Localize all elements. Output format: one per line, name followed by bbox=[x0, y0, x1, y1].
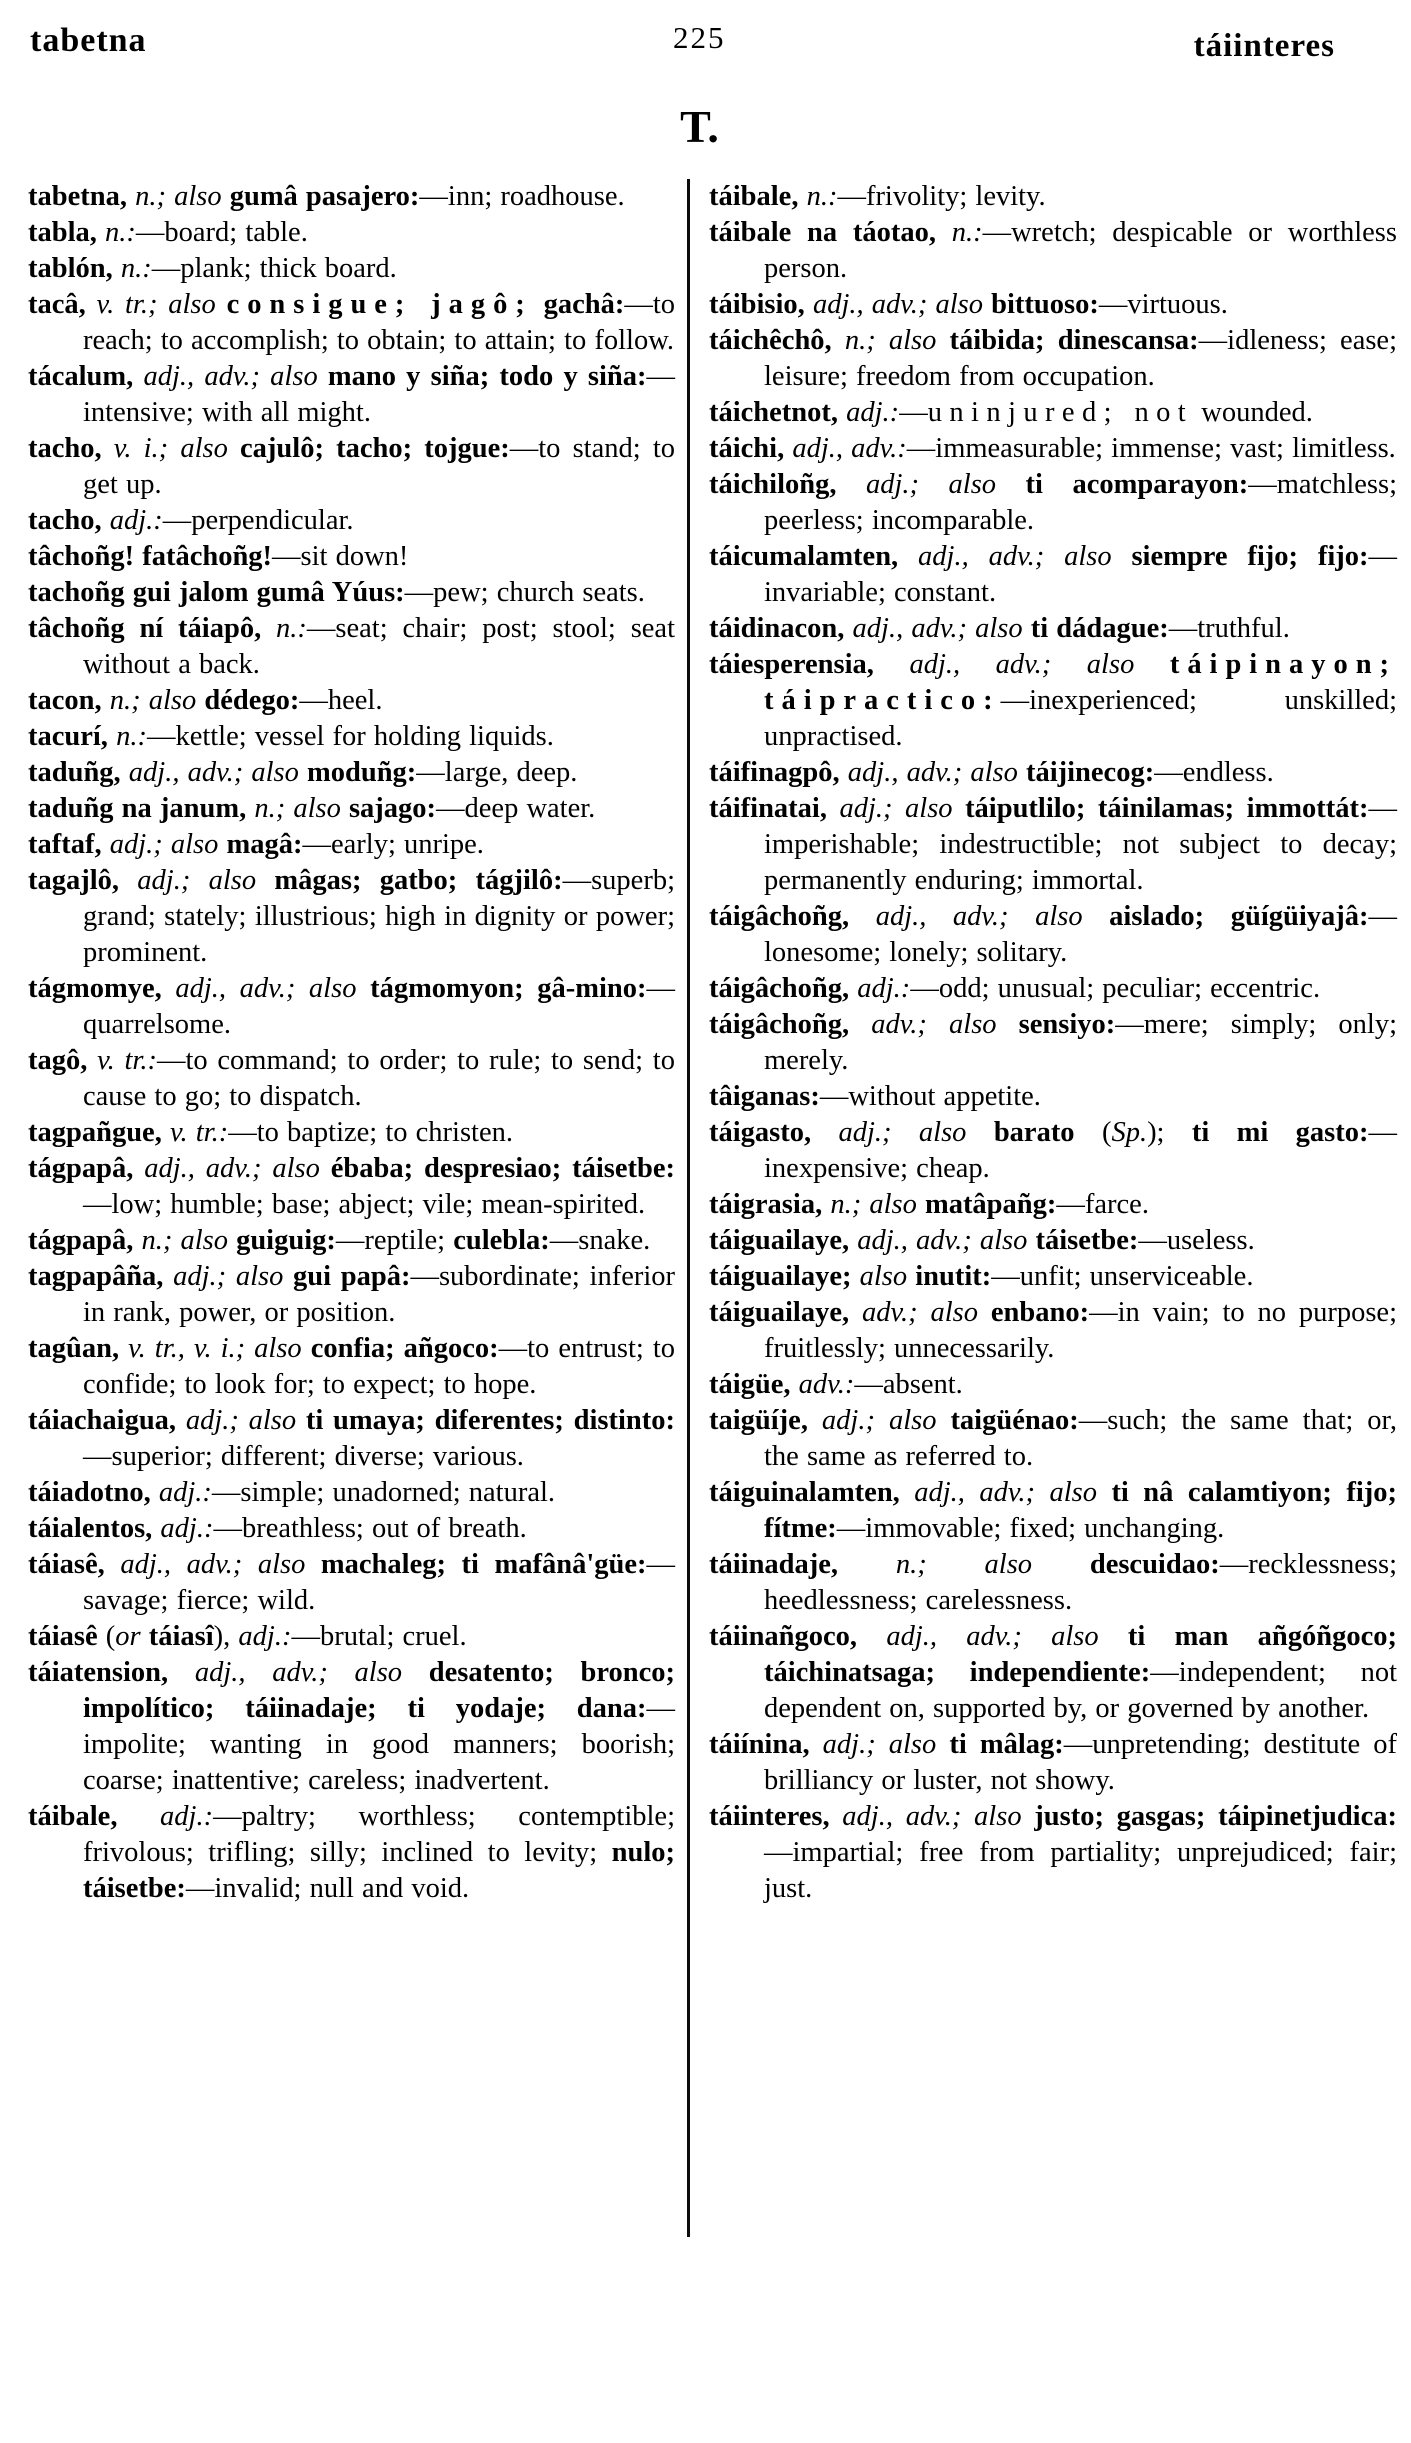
entry-text-segment: adj., adv.; also bbox=[804, 289, 992, 320]
two-column-text-block bbox=[0, 153, 1411, 2237]
entry-text-segment: adj.: bbox=[150, 1477, 212, 1508]
entry-text-segment: moduñg: bbox=[307, 757, 417, 788]
entry-text-segment: cajulô; tacho; tojgue: bbox=[240, 433, 510, 464]
entry-headword: tâchoñg ní táiapô, bbox=[28, 613, 262, 644]
entry-headword: táigâchoñg, bbox=[709, 901, 850, 932]
entry-text-segment: —to entrust; to confide; to look for; to expect; to hope. bbox=[83, 1333, 675, 1400]
dictionary-entry bbox=[28, 827, 675, 863]
dictionary-entry bbox=[28, 1547, 675, 1619]
dictionary-entry bbox=[709, 647, 1397, 755]
entry-text-segment: siempre fijo; fijo: bbox=[1131, 541, 1369, 572]
entry-text-segment: inutit: bbox=[915, 1261, 992, 1292]
entry-text-segment: mano y siña; todo y siña: bbox=[327, 361, 647, 392]
entry-text-segment: —to baptize; to christen. bbox=[228, 1117, 513, 1148]
entry-text-segment: —immeasurable; immense; vast; limitless. bbox=[906, 433, 1396, 464]
dictionary-entry bbox=[28, 971, 675, 1043]
entry-text-segment: adj.: bbox=[117, 1801, 214, 1832]
entry-text-segment: culebla: bbox=[453, 1225, 550, 1256]
dictionary-entry bbox=[709, 1727, 1397, 1799]
dictionary-entry bbox=[28, 1151, 675, 1223]
entry-text-segment: ti umaya; diferentes; distinto: bbox=[305, 1405, 675, 1436]
entry-text-segment: —subordinate; inferior in rank, power, or position. bbox=[83, 1261, 675, 1328]
entry-headword: táigüe, bbox=[709, 1369, 791, 1400]
section-letter-heading: T. bbox=[680, 101, 719, 152]
entry-text-segment: táijinecog: bbox=[1025, 757, 1155, 788]
dictionary-entry bbox=[28, 1043, 675, 1115]
dictionary-entry bbox=[709, 1799, 1397, 1907]
column-left bbox=[28, 179, 675, 1907]
dictionary-entry bbox=[709, 899, 1397, 971]
dictionary-entry bbox=[709, 791, 1397, 899]
entry-headword: taduñg, bbox=[28, 757, 121, 788]
dictionary-entry bbox=[709, 971, 1397, 1007]
dictionary-entry bbox=[709, 1223, 1397, 1259]
dictionary-entry bbox=[28, 215, 675, 251]
entry-headword: tagpañgue, bbox=[28, 1117, 162, 1148]
entry-text-segment: —large, deep. bbox=[416, 757, 578, 788]
entry-text-segment: adj., adv.; also bbox=[849, 1225, 1036, 1256]
dictionary-entry bbox=[709, 1619, 1397, 1727]
entry-text-segment: adj.: bbox=[152, 1513, 214, 1544]
entry-text-segment: táisetbe: bbox=[1035, 1225, 1139, 1256]
dictionary-entry bbox=[709, 467, 1397, 539]
entry-headword: táibale, bbox=[709, 181, 799, 212]
entry-text-segment: —matchless; peerless; incomparable. bbox=[764, 469, 1398, 536]
entry-text-segment: dédego: bbox=[204, 685, 300, 716]
entry-text-segment: tágmomyon; gâ-mino: bbox=[370, 973, 647, 1004]
entry-text-segment: confia; añgoco: bbox=[310, 1333, 499, 1364]
running-head-right-word: táiinteres bbox=[1193, 28, 1335, 64]
dictionary-entry bbox=[709, 1079, 1397, 1115]
entry-text-segment: matâpañg: bbox=[924, 1189, 1057, 1220]
entry-text-segment: ); bbox=[1147, 1117, 1192, 1148]
entry-headword: táidinacon, bbox=[709, 613, 845, 644]
entry-text-segment: n.; also bbox=[831, 325, 950, 356]
dictionary-entry bbox=[28, 539, 675, 575]
dictionary-entry bbox=[28, 359, 675, 431]
entry-text-segment: adj.; also bbox=[807, 1405, 951, 1436]
entry-text-segment: —reptile; bbox=[335, 1225, 454, 1256]
entry-headword: táialentos, bbox=[28, 1513, 153, 1544]
entry-text-segment: v. tr.; also bbox=[85, 289, 227, 320]
entry-text-segment: n.: bbox=[261, 613, 307, 644]
entry-text-segment: Sp. bbox=[1111, 1117, 1148, 1148]
entry-text-segment: n.; also bbox=[101, 685, 205, 716]
dictionary-entry bbox=[28, 179, 675, 215]
entry-text-segment: adj.; also bbox=[826, 793, 966, 824]
entry-text-segment: táiasî bbox=[148, 1621, 214, 1652]
entry-text-segment: —immovable; fixed; unchanging. bbox=[836, 1513, 1225, 1544]
entry-text-segment: táibida; dinescansa: bbox=[949, 325, 1199, 356]
entry-headword: tablón, bbox=[28, 253, 113, 284]
entry-text-segment: —to reach; to accomplish; to obtain; to attain; to follow. bbox=[83, 289, 675, 356]
entry-headword: táiinañgoco, bbox=[709, 1621, 858, 1652]
entry-headword: táiadotno, bbox=[28, 1477, 151, 1508]
entry-headword: taftaf, bbox=[28, 829, 102, 860]
entry-headword: táiasê bbox=[28, 1621, 98, 1652]
dictionary-entry bbox=[709, 539, 1397, 611]
dictionary-entry bbox=[28, 611, 675, 683]
entry-text-segment: ti nâ calamtiyon; fijo; fítme: bbox=[764, 1477, 1397, 1544]
entry-text-segment: —unfit; unserviceable. bbox=[991, 1261, 1254, 1292]
entry-text-segment: adj.; also bbox=[163, 1261, 294, 1292]
entry-text-segment: v. tr.: bbox=[87, 1045, 157, 1076]
entry-text-segment: —seat; chair; post; stool; seat without a back. bbox=[83, 613, 675, 680]
entry-text-segment: táiputlilo; táinilamas; immottát: bbox=[965, 793, 1369, 824]
entry-text-segment: or bbox=[115, 1621, 141, 1652]
entry-text-segment: adj.; also bbox=[811, 1117, 994, 1148]
entry-text-segment: —sit down! bbox=[272, 541, 409, 572]
entry-text-segment: ti man añgóñgoco; táichinatsaga; independiente: bbox=[764, 1621, 1398, 1688]
column-right bbox=[709, 179, 1397, 1907]
entry-text-segment: n.; also bbox=[838, 1549, 1090, 1580]
entry-text-segment: ti acomparayon: bbox=[1025, 469, 1249, 500]
entry-text-segment: táipinayon; táipractico: bbox=[764, 649, 1397, 716]
entry-text-segment: —to command; to order; to rule; to send; to cause to go; to dispatch. bbox=[83, 1045, 675, 1112]
entry-text-segment: sensiyo: bbox=[1018, 1009, 1116, 1040]
entry-headword: tacurí, bbox=[28, 721, 108, 752]
entry-text-segment: —absent. bbox=[854, 1369, 963, 1400]
entry-text-segment: adj.: bbox=[838, 397, 900, 428]
entry-text-segment: barato bbox=[993, 1117, 1075, 1148]
entry-headword: tâchoñg! fatâchoñg! bbox=[28, 541, 273, 572]
entry-headword: táigasto, bbox=[709, 1117, 812, 1148]
entry-text-segment bbox=[141, 1621, 149, 1652]
entry-text-segment: —farce. bbox=[1056, 1189, 1149, 1220]
entry-text-segment: v. tr., v. i.; also bbox=[119, 1333, 311, 1364]
entry-text-segment: adv.; also bbox=[849, 1297, 991, 1328]
entry-text-segment: —heel. bbox=[299, 685, 383, 716]
entry-headword: tagajlô, bbox=[28, 865, 120, 896]
entry-headword: tacho, bbox=[28, 433, 102, 464]
dictionary-entry bbox=[709, 1367, 1397, 1403]
entry-text-segment: adj.; also bbox=[809, 1729, 950, 1760]
entry-text-segment: uninjured; not bbox=[927, 397, 1194, 428]
dictionary-entry bbox=[709, 1403, 1397, 1475]
entry-text-segment: v. tr.: bbox=[161, 1117, 229, 1148]
entry-text-segment: —inexpensive; cheap. bbox=[764, 1117, 1398, 1184]
entry-headword: tagô, bbox=[28, 1045, 88, 1076]
entry-headword: tabla, bbox=[28, 217, 97, 248]
entry-headword: táiesperensia, bbox=[709, 649, 874, 680]
dictionary-entry bbox=[28, 1655, 675, 1799]
dictionary-entry bbox=[28, 1619, 675, 1655]
entry-text-segment: ( bbox=[97, 1621, 116, 1652]
entry-text-segment: adj.; also bbox=[836, 469, 1026, 500]
dictionary-entry bbox=[28, 1259, 675, 1331]
entry-text-segment: n.; also bbox=[822, 1189, 925, 1220]
entry-text-segment: —without appetite. bbox=[819, 1081, 1041, 1112]
entry-text-segment: adv.: bbox=[790, 1369, 855, 1400]
entry-text-segment: adj., adv.; also bbox=[829, 1801, 1035, 1832]
entry-text-segment: n.: bbox=[112, 253, 152, 284]
entry-text-segment: —lonesome; lonely; solitary. bbox=[764, 901, 1397, 968]
entry-headword: taigüíje, bbox=[709, 1405, 808, 1436]
entry-text-segment: n.; also bbox=[126, 181, 230, 212]
entry-text-segment: also bbox=[851, 1261, 916, 1292]
dictionary-entry bbox=[709, 611, 1397, 647]
running-head bbox=[0, 0, 1411, 82]
dictionary-entry bbox=[28, 1511, 675, 1547]
entry-text-segment: —inexperienced; unskilled; unpractised. bbox=[764, 685, 1397, 752]
entry-headword: táiachaigua, bbox=[28, 1405, 177, 1436]
entry-headword: táiínina, bbox=[709, 1729, 810, 1760]
entry-text-segment: —to stand; to get up. bbox=[83, 433, 675, 500]
entry-text-segment: ti mi gasto: bbox=[1191, 1117, 1369, 1148]
entry-headword: tabetna, bbox=[28, 181, 127, 212]
entry-text-segment: guiguig: bbox=[236, 1225, 336, 1256]
entry-text-segment: —imperishable; indestructible; not subject to decay; permanently enduring; immortal. bbox=[764, 793, 1397, 896]
entry-text-segment: consigue; jagô; bbox=[226, 289, 533, 320]
entry-text-segment: adj., adv.; also bbox=[844, 613, 1031, 644]
entry-text-segment: adj., adv.; also bbox=[104, 1549, 321, 1580]
entry-text-segment: adj.; also bbox=[101, 829, 227, 860]
dictionary-entry bbox=[709, 323, 1397, 395]
dictionary-entry bbox=[709, 1295, 1397, 1367]
entry-text-segment: —useless. bbox=[1138, 1225, 1255, 1256]
entry-text-segment: adj., adv.; also bbox=[133, 1153, 331, 1184]
entry-text-segment: —superior; different; diverse; various. bbox=[83, 1441, 524, 1472]
entry-headword: táiatension, bbox=[28, 1657, 169, 1688]
entry-text-segment: adj.; also bbox=[119, 865, 275, 896]
entry-headword: táigâchoñg, bbox=[709, 1009, 850, 1040]
dictionary-entry bbox=[28, 755, 675, 791]
entry-headword: tágpapâ, bbox=[28, 1225, 134, 1256]
dictionary-entry bbox=[28, 1799, 675, 1907]
entry-text-segment: —simple; unadorned; natural. bbox=[211, 1477, 556, 1508]
entry-text-segment: adj., adv.; also bbox=[120, 757, 307, 788]
entry-text-segment: —board; table. bbox=[135, 217, 308, 248]
entry-headword: tágpapâ, bbox=[28, 1153, 134, 1184]
entry-headword: táiinadaje, bbox=[709, 1549, 839, 1580]
entry-headword: táigrasia, bbox=[709, 1189, 823, 1220]
entry-text-segment: n.; also bbox=[246, 793, 349, 824]
entry-headword: tacon, bbox=[28, 685, 102, 716]
entry-headword: tagpapâña, bbox=[28, 1261, 164, 1292]
dictionary-entry bbox=[709, 1547, 1397, 1619]
dictionary-entry bbox=[28, 431, 675, 503]
entry-text-segment: ti mâlag: bbox=[949, 1729, 1064, 1760]
entry-text-segment: gumâ pasajero: bbox=[229, 181, 420, 212]
dictionary-entry bbox=[28, 863, 675, 971]
entry-text-segment: n.; also bbox=[133, 1225, 237, 1256]
dictionary-entry bbox=[709, 1007, 1397, 1079]
entry-headword: táibale na táotao, bbox=[709, 217, 936, 248]
entry-text-segment: —early; unripe. bbox=[302, 829, 484, 860]
entry-text-segment: —low; humble; base; abject; vile; mean-spirited. bbox=[83, 1189, 646, 1220]
entry-text-segment: adj., adv.; also bbox=[898, 541, 1132, 572]
entry-headword: táiguailaye, bbox=[709, 1297, 850, 1328]
entry-text-segment: ti dádague: bbox=[1030, 613, 1169, 644]
dictionary-entry bbox=[28, 251, 675, 287]
entry-text-segment: desatento; bronco; impolítico; táiinadaje; ti yodaje; dana: bbox=[83, 1657, 676, 1724]
entry-headword: táifinatai, bbox=[709, 793, 827, 824]
entry-headword: táiasê, bbox=[28, 1549, 105, 1580]
entry-text-segment: —such; the same that; or, the same as referred to. bbox=[764, 1405, 1398, 1472]
entry-text-segment: nulo; táisetbe: bbox=[83, 1837, 675, 1904]
dictionary-entry bbox=[709, 1259, 1397, 1295]
entry-text-segment: —quarrelsome. bbox=[83, 973, 676, 1040]
entry-text-segment: wounded. bbox=[1193, 397, 1313, 428]
entry-text-segment: —endless. bbox=[1154, 757, 1274, 788]
dictionary-entry bbox=[28, 1223, 675, 1259]
entry-text-segment: adj., adv.; also bbox=[161, 973, 371, 1004]
entry-text-segment: —odd; unusual; peculiar; eccentric. bbox=[910, 973, 1321, 1004]
entry-text-segment: —unpretending; destitute of brilliancy or luster, not showy. bbox=[764, 1729, 1397, 1796]
entry-text-segment: n.: bbox=[96, 217, 136, 248]
dictionary-entry bbox=[28, 1115, 675, 1151]
dictionary-entry bbox=[709, 1475, 1397, 1547]
entry-text-segment: —savage; fierce; wild. bbox=[83, 1549, 676, 1616]
entry-headword: tagûan, bbox=[28, 1333, 120, 1364]
entry-text-segment: —in vain; to no purpose; fruitlessly; unnecessarily. bbox=[764, 1297, 1397, 1364]
dictionary-entry bbox=[709, 395, 1397, 431]
entry-text-segment: gachâ: bbox=[532, 289, 625, 320]
entry-headword: táibisio, bbox=[709, 289, 805, 320]
dictionary-entry bbox=[709, 179, 1397, 215]
dictionary-entry bbox=[28, 791, 675, 827]
entry-text-segment: —invariable; constant. bbox=[764, 541, 1397, 608]
entry-headword: táichetnot, bbox=[709, 397, 839, 428]
dictionary-entry bbox=[28, 1331, 675, 1403]
entry-text-segment: — bbox=[899, 397, 928, 428]
entry-text-segment: adj., adv.: bbox=[784, 433, 907, 464]
entry-text-segment: adj., adv.; also bbox=[839, 757, 1026, 788]
entry-text-segment: taigüénao: bbox=[950, 1405, 1079, 1436]
entry-text-segment: adv.; also bbox=[849, 1009, 1019, 1040]
entry-text-segment: —deep water. bbox=[436, 793, 596, 824]
dictionary-entry bbox=[28, 1403, 675, 1475]
entry-text-segment: ( bbox=[1074, 1117, 1112, 1148]
entry-headword: táiinteres, bbox=[709, 1801, 830, 1832]
entry-text-segment: —breathless; out of breath. bbox=[213, 1513, 527, 1544]
entry-text-segment: machaleg; ti mafânâ'güe: bbox=[320, 1549, 647, 1580]
entry-text-segment: magâ: bbox=[226, 829, 303, 860]
column-divider-rule bbox=[687, 179, 690, 2237]
entry-text-segment: adj., adv.; also bbox=[133, 361, 328, 392]
entry-text-segment: —pew; church seats. bbox=[404, 577, 645, 608]
dictionary-entry bbox=[709, 1115, 1397, 1187]
entry-headword: táiguinalamten, bbox=[709, 1477, 900, 1508]
entry-headword: táibale, bbox=[28, 1801, 118, 1832]
entry-headword: táiguailaye, bbox=[709, 1225, 850, 1256]
entry-text-segment: adj.: bbox=[238, 1621, 292, 1652]
entry-text-segment: —brutal; cruel. bbox=[291, 1621, 467, 1652]
entry-text-segment: —paltry; worthless; contemptible; frivolous; trifling; silly; inclined to levity; bbox=[83, 1801, 675, 1868]
dictionary-entry bbox=[709, 287, 1397, 323]
dictionary-entry bbox=[28, 575, 675, 611]
entry-text-segment: —perpendicular. bbox=[162, 505, 354, 536]
entry-text-segment: sajago: bbox=[348, 793, 437, 824]
entry-text-segment: —frivolity; levity. bbox=[837, 181, 1046, 212]
entry-text-segment: justo; gasgas; táipinetjudica: bbox=[1034, 1801, 1397, 1832]
entry-text-segment: adj., adv.; also bbox=[849, 901, 1110, 932]
entry-text-segment: adj., adv.; also bbox=[168, 1657, 429, 1688]
entry-text-segment: adj.: bbox=[849, 973, 911, 1004]
entry-text-segment: —invalid; null and void. bbox=[185, 1873, 470, 1904]
entry-text-segment: —kettle; vessel for holding liquids. bbox=[146, 721, 554, 752]
entry-text-segment: aislado; güígüiyajâ: bbox=[1109, 901, 1369, 932]
dictionary-entry bbox=[709, 215, 1397, 287]
entry-text-segment: —snake. bbox=[549, 1225, 651, 1256]
entry-text-segment: —wretch; despicable or worthless person. bbox=[764, 217, 1397, 284]
dictionary-entry bbox=[28, 503, 675, 539]
entry-text-segment: mâgas; gatbo; tágjilô: bbox=[274, 865, 563, 896]
entry-text-segment: —virtuous. bbox=[1098, 289, 1228, 320]
entry-headword: tacho, bbox=[28, 505, 102, 536]
entry-text-segment: v. i.; also bbox=[101, 433, 241, 464]
entry-text-segment: —recklessness; heedlessness; carelessness. bbox=[764, 1549, 1397, 1616]
entry-headword: taduñg na janum, bbox=[28, 793, 247, 824]
entry-text-segment: —impolite; wanting in good manners; boorish; coarse; inattentive; careless; inadvertent. bbox=[83, 1693, 675, 1796]
dictionary-entry bbox=[28, 719, 675, 755]
entry-headword: tacâ, bbox=[28, 289, 86, 320]
entry-text-segment: n.: bbox=[798, 181, 838, 212]
entry-text-segment: adj., adv.; also bbox=[873, 649, 1170, 680]
running-head-left-word: tabetna bbox=[30, 22, 147, 59]
entry-text-segment: ébaba; despresiao; táisetbe: bbox=[330, 1153, 675, 1184]
entry-text-segment: —superb; grand; stately; illustrious; high in dignity or power; prominent. bbox=[83, 865, 675, 968]
dictionary-entry bbox=[709, 431, 1397, 467]
entry-text-segment: enbano: bbox=[990, 1297, 1090, 1328]
dictionary-entry bbox=[28, 287, 675, 359]
entry-text-segment: —inn; roadhouse. bbox=[419, 181, 625, 212]
entry-headword: táichiloñg, bbox=[709, 469, 837, 500]
dictionary-entry bbox=[28, 683, 675, 719]
entry-headword: táichêchô, bbox=[709, 325, 832, 356]
entry-headword: táicumalamten, bbox=[709, 541, 899, 572]
entry-text-segment: —idleness; ease; leisure; freedom from occupation. bbox=[764, 325, 1398, 392]
entry-headword: táichi, bbox=[709, 433, 785, 464]
entry-headword: tágmomye, bbox=[28, 973, 162, 1004]
entry-headword: táigâchoñg, bbox=[709, 973, 850, 1004]
entry-text-segment: —independent; not dependent on, supported by, or governed by another. bbox=[764, 1657, 1397, 1724]
entry-headword: táifinagpô, bbox=[709, 757, 840, 788]
entry-text-segment: —plank; thick board. bbox=[151, 253, 397, 284]
entry-text-segment: descuidao: bbox=[1089, 1549, 1220, 1580]
entry-text-segment: —intensive; with all might. bbox=[83, 361, 675, 428]
entry-text-segment: adj., adv.; also bbox=[857, 1621, 1128, 1652]
dictionary-entry bbox=[28, 1475, 675, 1511]
entry-text-segment: ), bbox=[213, 1621, 239, 1652]
entry-text-segment: —impartial; free from partiality; unprejudiced; fair; just. bbox=[764, 1837, 1397, 1904]
entry-text-segment: n.: bbox=[107, 721, 147, 752]
entry-text-segment: adj., adv.; also bbox=[899, 1477, 1112, 1508]
dictionary-entry bbox=[709, 1187, 1397, 1223]
entry-text-segment: bittuoso: bbox=[991, 289, 1099, 320]
entry-text-segment: gui papâ: bbox=[293, 1261, 411, 1292]
entry-headword: tachoñg gui jalom gumâ Yúus: bbox=[28, 577, 405, 608]
page-number: 225 bbox=[672, 20, 726, 55]
entry-text-segment: —truthful. bbox=[1168, 613, 1290, 644]
entry-text-segment: adj.: bbox=[101, 505, 163, 536]
entry-headword: táiguailaye; bbox=[709, 1261, 852, 1292]
entry-text-segment: adj.; also bbox=[176, 1405, 306, 1436]
entry-text-segment: —mere; simply; only; merely. bbox=[764, 1009, 1397, 1076]
entry-headword: tácalum, bbox=[28, 361, 134, 392]
entry-headword: tâiganas: bbox=[709, 1081, 820, 1112]
dictionary-entry bbox=[709, 755, 1397, 791]
entry-text-segment: n.: bbox=[936, 217, 983, 248]
